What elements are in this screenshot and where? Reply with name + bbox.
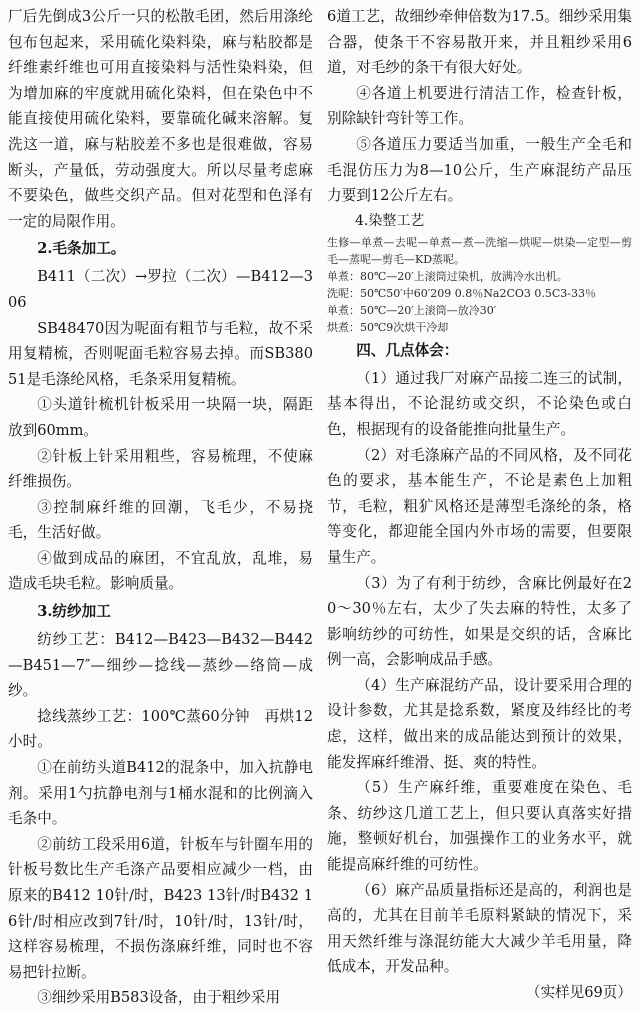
conclusion-4: （4）生产麻混纺产品，设计要采用合理的设计参数，尤其是捻系数，紧度及纬经比的考虑，这样，做出来的成品能达到预计的效果，能发挥麻纤维滑、挺、爽的特性。	[327, 676, 632, 771]
finishing-step-single-boil: 单煮：80℃—20′上滚筒过染机，放满冷水出机。	[327, 269, 568, 283]
paragraph-recombing: SB48470因为呢面有粗节与毛粒，故不采用复精梳，否则呢面毛粒容易去掉。而SB38051是毛涤纶风格，毛条采用复精梳。	[8, 319, 313, 388]
paragraph-draft-ratio: 6道工艺，故细纱牵伸倍数为17.5。细纱采用集合器，使条干不容易散开来，并且粗纱采用6道，对毛纱的条干有很大好处。	[327, 8, 632, 77]
conclusion-5: （5）生产麻纤维，重要难度在染色、毛条、纺纱这几道工艺上，但只要认真落实好措施，整顿好机台，加强操作工的业务水平，就能提高麻纤维的可纺性。	[327, 779, 632, 874]
item-pin-density: ②前纺工段采用6道，针板车与针圈车用的针板号数比生产毛涤产品要相应减少一档，由原来的B412 10针/时，B423 13针/时B432 16针/时相应改到7针/时，10针/时，13针/时，这样容易梳理，不损伤涤麻纤维，同时也不容易把针拉断。	[8, 835, 313, 981]
paragraph-spinning-process: 纺纱工艺：B412—B423—B432—B442—B451—7″—细纱—捻线—蒸纱—络筒—成纱。	[8, 631, 313, 700]
left-column	[8, 4, 313, 1007]
heading-conclusions: 四、几点体会：	[356, 341, 459, 359]
item-pressure: ⑤各道压力要适当加重，一般生产全毛和毛混仿压力为8—10公斤，生产麻混纺产品压力要到12公斤左右。	[327, 135, 632, 205]
conclusion-1: （1）通过我厂对麻产品接二连三的试制，基本得出，不论混纺或交织，不论染色或白色，根据现有的设备能推向批量生产。	[327, 369, 632, 438]
finishing-step-washing: 洗呢：50℃50′中60′209 0.8％Na2CO3 0.5C3-33％	[327, 286, 597, 300]
conclusion-6: （6）麻产品质量指标还是高的，利润也是高的，尤其在目前羊毛原料紧缺的情况下，采用天然纤维与涤混纺能大大减少羊毛用量，降低成本，开发品种。	[327, 881, 632, 976]
heading-dye-finish: 4.染整工艺	[355, 212, 425, 229]
paragraph-twist-steam: 捻线蒸纱工艺：100℃蒸60分钟 再烘12小时。	[8, 707, 313, 751]
finishing-step-bake-boil: 烘煮：50℃9次烘干冷却	[327, 320, 449, 334]
item-cleaning: ④各道上机要进行清洁工作，检查针板，别除缺针弯针等工作。	[327, 84, 632, 128]
heading-top-processing: 2.毛条加工。	[37, 240, 126, 258]
finishing-process-chain: 生修—单煮—去呢—单煮—煮—洗缩—烘呢—烘染—定型—剪毛—蒸呢—剪毛—KD蒸呢。	[327, 235, 632, 266]
item-moisture-control: ③控制麻纤维的回潮，飞毛少，不易挠毛，生活好做。	[8, 498, 313, 542]
paragraph-dyeing-continued: 厂后先倒成3公斤一只的松散毛团，然后用涤纶包布包起来，采用硫化染料染，麻与粘胶都是纤维素纤维也可用直接染料与活性染料染，但为增加麻的牢度就用硫化染料，但在染色中不能直接使用硫化染料，要靠硫化碱来溶解。复洗这一道，麻与粘胶差不多也是很难做，容易断头，产量低，劳动强度大。所以尽量考虑麻不要染色，做些交织产品。但对花型和色泽有一定的局限作用。	[8, 8, 313, 230]
conclusion-3: （3）为了有利于纺纱，含麻比例最好在20～30％左右，太少了失去麻的特性，太多了影响纺纱的可纺性，如果是交织的话，含麻比例一高，会影响成品手感。	[327, 574, 632, 669]
conclusion-2: （2）对毛涤麻产品的不同风格，及不同花色的要求，基本能生产，不论是素色上加粗节，毛粒，粗犷风格还是薄型毛涤纶的条，格等变化，都迎能全国内外市场的需要，但要限量生产。	[327, 446, 632, 566]
finishing-step-single-boil-2: 单煮：50℃—20′上滚筒—放冷30′	[327, 303, 497, 317]
heading-spinning: 3.纺纱加工	[37, 603, 111, 621]
item-spinning-frame: ③细纱采用B583设备，由于粗纱采用	[37, 989, 281, 1007]
item-coarse-pins: ②针板上针采用粗些，容易梳理，不使麻纤维损伤。	[8, 447, 313, 491]
text-columns	[8, 4, 632, 1007]
item-gill-box-pins: ①头道针梳机针板采用一块隔一块，隔距放到60mm。	[8, 396, 313, 439]
paragraph-top-process-chain: B411（二次）→罗拉（二次）—B412—306	[8, 268, 313, 311]
item-antistatic: ①在前纺头道B412的混条中，加入抗静电剂。采用1勺抗静电剂与1桶水混和的比例滴入毛条中。	[8, 759, 313, 828]
right-column	[327, 4, 632, 1000]
item-ramie-balls: ④做到成品的麻团，不宜乱放，乱堆，易造成毛块毛粒。影响质量。	[8, 549, 313, 593]
sample-page-reference: （实样见69页）	[525, 984, 632, 1001]
